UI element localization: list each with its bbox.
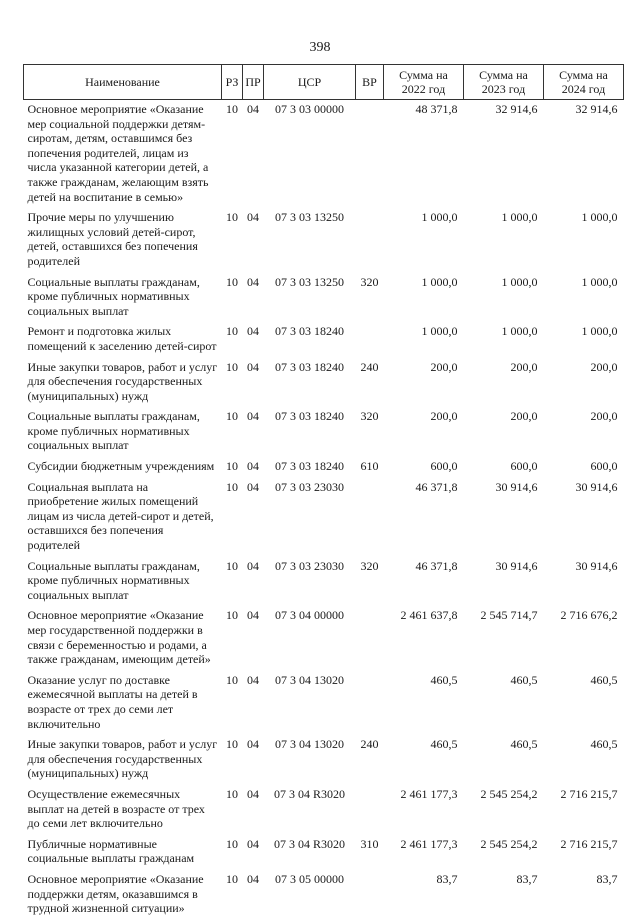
row-rz: 10 <box>226 608 238 623</box>
row-rz: 10 <box>226 459 238 474</box>
header-name: Наименование <box>24 65 222 100</box>
row-sum-2023: 30 914,6 <box>495 558 538 573</box>
row-sum-2022: 2 461 177,3 <box>400 786 458 801</box>
row-sum-2023: 2 545 254,2 <box>480 836 538 851</box>
row-pr: 04 <box>247 459 259 474</box>
table-row <box>24 870 624 920</box>
row-sum-2022: 46 371,8 <box>415 558 458 573</box>
row-rz: 10 <box>226 558 238 573</box>
row-vr <box>356 671 384 735</box>
row-sum-2022: 1 000,0 <box>421 324 458 339</box>
row-csr: 07 3 04 13020 <box>275 737 344 752</box>
row-sum-2023: 83,7 <box>516 871 538 886</box>
table-row <box>24 358 624 408</box>
row-sum-2022: 48 371,8 <box>415 102 458 116</box>
row-pr: 04 <box>247 871 259 886</box>
header-rz: РЗ <box>222 65 243 100</box>
table-row <box>24 273 624 323</box>
row-name: Оказание услуг по доставке ежемесячной выплаты на детей в возрасте от трех до семи лет включительно <box>27 672 198 731</box>
row-rz: 10 <box>226 836 238 851</box>
row-pr: 04 <box>247 274 259 289</box>
row-csr: 07 3 03 23030 <box>275 558 344 573</box>
row-vr: 320 <box>360 409 379 424</box>
row-sum-2023: 2 545 714,7 <box>480 608 538 623</box>
page-number: 398 <box>309 40 331 55</box>
row-sum-2024: 2 716 215,7 <box>560 836 618 851</box>
row-vr <box>356 208 384 272</box>
row-rz: 10 <box>226 409 238 424</box>
row-csr: 07 3 04 R3020 <box>273 836 345 851</box>
row-sum-2024: 1 000,0 <box>581 324 618 339</box>
row-vr <box>356 606 384 670</box>
row-sum-2023: 460,5 <box>510 672 538 687</box>
row-sum-2022: 600,0 <box>430 459 458 474</box>
row-vr <box>356 870 384 920</box>
table-row <box>24 478 624 557</box>
row-sum-2023: 30 914,6 <box>495 479 538 494</box>
row-csr: 07 3 03 13250 <box>275 210 344 225</box>
table-header-row <box>24 65 624 100</box>
header-csr: ЦСР <box>264 65 356 100</box>
row-sum-2024: 200,0 <box>590 409 618 424</box>
row-sum-2022: 1 000,0 <box>421 274 458 289</box>
row-sum-2024: 32 914,6 <box>575 102 618 116</box>
row-name: Социальные выплаты гражданам, кроме публичных нормативных социальных выплат <box>27 558 200 602</box>
row-csr: 07 3 03 18240 <box>275 409 344 424</box>
row-pr: 04 <box>247 324 259 339</box>
table-body <box>24 100 624 920</box>
row-sum-2024: 30 914,6 <box>575 558 618 573</box>
row-vr <box>356 785 384 835</box>
row-vr: 240 <box>360 737 379 752</box>
table-row <box>24 785 624 835</box>
row-sum-2023: 600,0 <box>510 459 538 474</box>
table-row <box>24 100 624 209</box>
row-sum-2023: 200,0 <box>510 359 538 374</box>
row-pr: 04 <box>247 608 259 623</box>
row-vr <box>356 478 384 557</box>
row-csr: 07 3 04 00000 <box>275 608 344 623</box>
row-pr: 04 <box>247 786 259 801</box>
row-vr <box>356 100 384 209</box>
row-pr: 04 <box>247 102 259 116</box>
row-sum-2023: 1 000,0 <box>501 324 538 339</box>
row-pr: 04 <box>247 672 259 687</box>
row-sum-2022: 200,0 <box>430 359 458 374</box>
row-sum-2024: 200,0 <box>590 359 618 374</box>
row-pr: 04 <box>247 409 259 424</box>
row-sum-2022: 460,5 <box>430 737 458 752</box>
row-csr: 07 3 04 13020 <box>275 672 344 687</box>
row-csr: 07 3 03 18240 <box>275 359 344 374</box>
row-sum-2024: 1 000,0 <box>581 274 618 289</box>
header-pr: ПР <box>243 65 264 100</box>
row-pr: 04 <box>247 359 259 374</box>
row-sum-2023: 1 000,0 <box>501 274 538 289</box>
row-sum-2023: 2 545 254,2 <box>480 786 538 801</box>
row-name: Основное мероприятие «Оказание поддержки детям, оказавшимся в трудной жизненной ситуации» <box>27 871 204 916</box>
row-sum-2023: 200,0 <box>510 409 538 424</box>
row-vr: 610 <box>360 459 379 474</box>
row-name: Публичные нормативные социальные выплаты гражданам <box>27 836 195 866</box>
row-sum-2024: 30 914,6 <box>575 479 618 494</box>
row-csr: 07 3 03 23030 <box>275 479 344 494</box>
row-rz: 10 <box>226 672 238 687</box>
row-vr: 310 <box>360 836 379 851</box>
row-csr: 07 3 03 18240 <box>275 324 344 339</box>
row-name: Прочие меры по улучшению жилищных условий детей-сирот, детей, оставшихся без попечения родителей <box>27 210 198 268</box>
row-pr: 04 <box>247 558 259 573</box>
table-row <box>24 557 624 607</box>
row-name: Субсидии бюджетным учреждениям <box>27 459 215 474</box>
row-sum-2023: 32 914,6 <box>495 102 538 116</box>
row-name: Социальные выплаты гражданам, кроме публичных нормативных социальных выплат <box>27 409 200 453</box>
table-row <box>24 407 624 457</box>
row-name: Иные закупки товаров, работ и услуг для обеспечения государственных (муниципальных) нужд <box>27 359 218 403</box>
table-row <box>24 671 624 735</box>
row-sum-2022: 83,7 <box>436 871 458 886</box>
row-vr: 240 <box>360 359 379 374</box>
row-name: Осуществление ежемесячных выплат на детей в возрасте от трех до семи лет включительно <box>27 786 205 831</box>
row-csr: 07 3 03 00000 <box>275 102 344 116</box>
row-sum-2024: 83,7 <box>596 871 618 886</box>
row-sum-2022: 2 461 177,3 <box>400 836 458 851</box>
row-rz: 10 <box>226 359 238 374</box>
row-sum-2022: 46 371,8 <box>415 479 458 494</box>
row-sum-2024: 1 000,0 <box>581 210 618 225</box>
row-sum-2023: 1 000,0 <box>501 210 538 225</box>
header-sum-2023: Сумма на 2023 год <box>464 65 544 100</box>
table-row <box>24 457 624 478</box>
row-pr: 04 <box>247 210 259 225</box>
row-sum-2024: 2 716 215,7 <box>560 786 618 801</box>
row-sum-2024: 460,5 <box>590 737 618 752</box>
row-pr: 04 <box>247 836 259 851</box>
row-name: Ремонт и подготовка жилых помещений к заселению детей-сирот <box>27 324 217 353</box>
row-sum-2024: 2 716 676,2 <box>560 608 618 623</box>
row-name: Иные закупки товаров, работ и услуг для обеспечения государственных (муниципальных) нужд <box>27 737 218 781</box>
table-row <box>24 322 624 357</box>
row-pr: 04 <box>247 479 259 494</box>
row-csr: 07 3 03 18240 <box>275 459 344 474</box>
row-rz: 10 <box>226 210 238 225</box>
row-vr <box>356 322 384 357</box>
row-sum-2022: 1 000,0 <box>421 210 458 225</box>
row-pr: 04 <box>247 737 259 752</box>
row-rz: 10 <box>226 479 238 494</box>
row-rz: 10 <box>226 274 238 289</box>
row-sum-2024: 460,5 <box>590 672 618 687</box>
row-sum-2022: 460,5 <box>430 672 458 687</box>
budget-table <box>23 64 624 920</box>
row-name: Основное мероприятие «Оказание мер государственной поддержки в связи с беременностью и родами, а также гражданам, имеющим детей» <box>27 608 211 667</box>
header-sum-2022: Сумма на 2022 год <box>384 65 464 100</box>
row-sum-2022: 2 461 637,8 <box>400 608 458 623</box>
row-vr: 320 <box>360 274 379 289</box>
table-row <box>24 835 624 870</box>
row-rz: 10 <box>226 786 238 801</box>
row-rz: 10 <box>226 871 238 886</box>
header-vr: ВР <box>356 65 384 100</box>
row-sum-2024: 600,0 <box>590 459 618 474</box>
table-row <box>24 735 624 785</box>
row-csr: 07 3 03 13250 <box>275 274 344 289</box>
row-sum-2022: 200,0 <box>430 409 458 424</box>
row-vr: 320 <box>360 558 379 573</box>
row-name: Социальные выплаты гражданам, кроме публичных нормативных социальных выплат <box>27 274 200 318</box>
row-rz: 10 <box>226 102 238 116</box>
row-csr: 07 3 05 00000 <box>275 871 344 886</box>
row-csr: 07 3 04 R3020 <box>273 786 345 801</box>
row-rz: 10 <box>226 324 238 339</box>
table-row <box>24 606 624 670</box>
header-sum-2024: Сумма на 2024 год <box>544 65 624 100</box>
row-sum-2023: 460,5 <box>510 737 538 752</box>
row-name: Социальная выплата на приобретение жилых помещений лицам из числа детей-сирот и детей, оставшихся без попечения родителей <box>27 479 214 553</box>
row-rz: 10 <box>226 737 238 752</box>
table-row <box>24 208 624 272</box>
row-name: Основное мероприятие «Оказание мер социальной поддержки детям-сиротам, детям, оставшимся без попечения родителей, лицам из числа указанной категории детей, а также гражданам, желающим взять детей на воспитание в семью» <box>27 102 209 204</box>
